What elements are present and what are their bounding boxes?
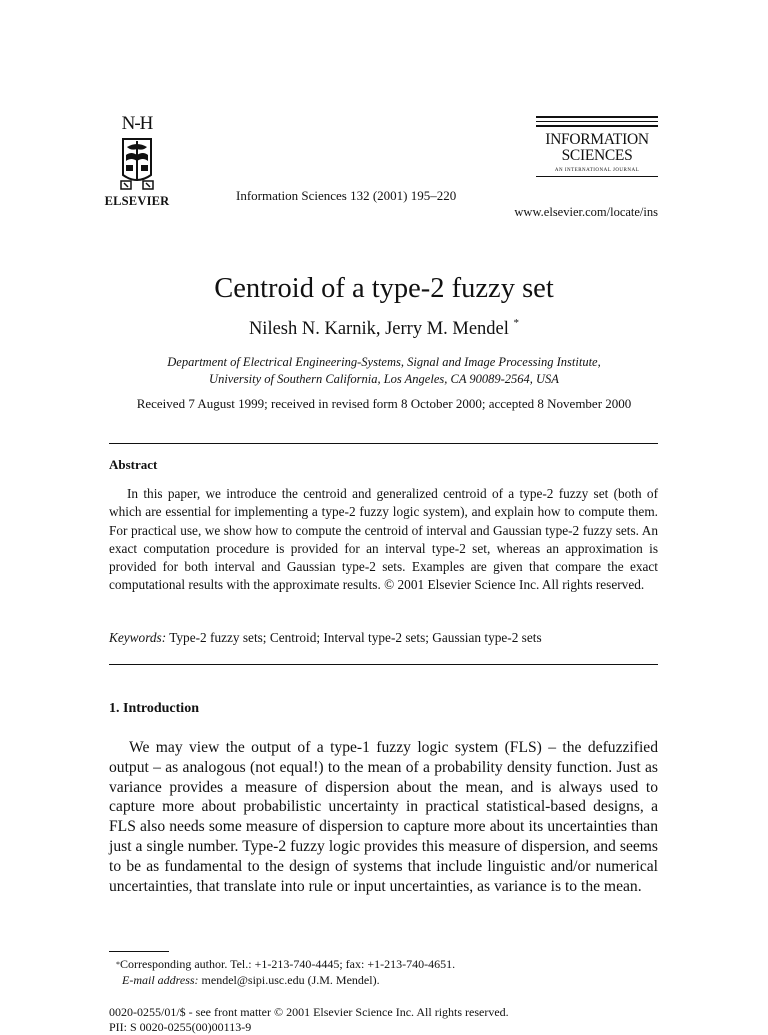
masthead-rules-top xyxy=(536,116,658,127)
article-dates: Received 7 August 1999; received in revised form 8 October 2000; accepted 8 November 2000 xyxy=(136,396,632,411)
journal-citation: Information Sciences 132 (2001) 195–220 xyxy=(236,188,457,203)
journal-title-line2: SCIENCES xyxy=(561,146,633,164)
article-authors xyxy=(0,319,768,340)
footnote-contact-text: Corresponding author. Tel.: +1-213-740-4445; fax: +1-213-740-4651. xyxy=(120,957,456,971)
elsevier-logo xyxy=(104,114,170,209)
article-title: Centroid of a type-2 fuzzy set xyxy=(214,273,554,304)
keywords-line xyxy=(109,630,658,646)
footnote xyxy=(116,957,455,988)
elsevier-tree-emblem-icon xyxy=(117,135,157,193)
affiliation-line1: Department of Electrical Engineering-Systems, Signal and Image Processing Institute, xyxy=(167,355,601,369)
journal-subtitle: AN INTERNATIONAL JOURNAL xyxy=(554,167,640,173)
email-label: E-mail address: xyxy=(122,972,199,987)
keywords-label: Keywords: xyxy=(109,630,167,645)
pii-line: PII: S 0020-0255(00)00113-9 xyxy=(109,1020,252,1034)
section-heading-introduction: 1. Introduction xyxy=(109,701,199,716)
introduction-body: We may view the output of a type-1 fuzzy logic system (FLS) – the defuzzified output – as analogous (not equal!) to the mean of a probability density function. Just as variance provides a measure of dispersion about the mean, and is always used to capture more about probabilistic uncertainty in practical statistical-based designs, a FLS also needs some measure of dispersion to capture more about its uncertainties than just a single number. Type-2 fuzzy logic provides this measure of dispersion, and seems to be as fundamental to the design of systems that include linguistic and/or numerical uncertainties, that translate into rule or input uncertainties, as variance is to the mean. xyxy=(109,739,658,895)
abstract-heading: Abstract xyxy=(109,457,158,472)
footnote-mark: * xyxy=(116,960,120,969)
journal-masthead xyxy=(536,116,658,180)
affiliation-line2: University of Southern California, Los Angeles, CA 90089-2564, USA xyxy=(209,372,559,386)
keywords-list: Type-2 fuzzy sets; Centroid; Interval type-2 sets; Gaussian type-2 sets xyxy=(169,630,542,645)
journal-title-line1: INFORMATION xyxy=(545,130,649,148)
journal-url[interactable]: www.elsevier.com/locate/ins xyxy=(514,205,658,219)
footnote-email xyxy=(116,973,455,989)
divider-top xyxy=(109,443,658,444)
abstract-body: In this paper, we introduce the centroid and generalized centroid of a type-2 fuzzy set (both of which are essential for implementing a type-2 fuzzy logic system), and explain how to compute them. For practical use, we show how to compute the centroid of interval and Gaussian type-2 fuzzy sets. An exact computation procedure is provided for an interval type-2 set, whereas an approximation is provided for both interval and Gaussian type-2 sets. Examples are given that compare the exact computational results with the approximate results. © 2001 Elsevier Science Inc. All rights reserved. xyxy=(109,486,658,593)
masthead-rules-bottom xyxy=(536,176,658,177)
publisher-name: ELSEVIER xyxy=(104,194,170,208)
divider-bottom xyxy=(109,664,658,665)
email-value[interactable]: mendel@sipi.usc.edu (J.M. Mendel). xyxy=(201,972,380,987)
corresponding-author-mark[interactable]: * xyxy=(513,317,520,329)
author-names: Nilesh N. Karnik, Jerry M. Mendel xyxy=(248,319,509,339)
footnote-rule xyxy=(109,951,169,952)
footnote-contact xyxy=(116,957,455,973)
author-affiliation xyxy=(0,354,768,388)
north-holland-mark: N-H xyxy=(121,113,153,134)
issn-line: 0020-0255/01/$ - see front matter © 2001 Elsevier Science Inc. All rights reserved. xyxy=(109,1005,509,1019)
